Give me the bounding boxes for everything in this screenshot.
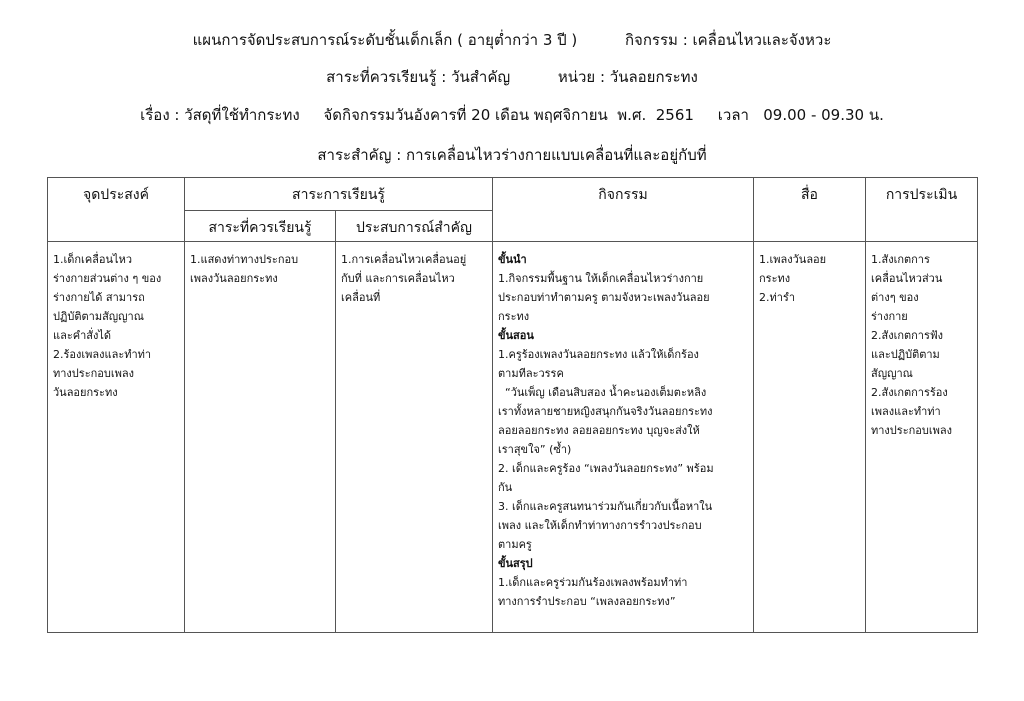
evaluation-cell bbox=[866, 242, 978, 633]
topic-date-line: เรื่อง : วัสดุที่ใช้ทำกระทง จัดกิจกรรมวันอังคารที่ 20 เดือน พฤศจิกายน พ.ศ. 2561 เวลา 09.00 - 09.30 น. bbox=[140, 106, 884, 124]
activity-line: 2. เด็กและครูร้อง “เพลงวันลอยกระทง” พร้อม bbox=[498, 462, 714, 475]
header-media: สื่อ bbox=[754, 178, 866, 242]
plan-title: แผนการจัดประสบการณ์ระดับชั้นเด็กเล็ก ( อายุต่ำกว่า 3 ปี ) กิจกรรม : เคลื่อนไหวและจังหวะ bbox=[192, 31, 832, 49]
header-activity: กิจกรรม bbox=[493, 178, 754, 242]
experience-line: 1.การเคลื่อนไหวเคลื่อนอยู่ bbox=[341, 253, 467, 266]
objective-line: ปฏิบัติตามสัญญาณ bbox=[53, 310, 144, 323]
activity-line: กัน bbox=[498, 481, 513, 494]
song-lyric-line: เราทั้งหลายชายหญิงสนุกกันจริงวันลอยกระทง bbox=[498, 405, 713, 418]
media-line: 2.ท่ารำ bbox=[759, 291, 796, 304]
content-cell bbox=[185, 242, 336, 633]
evaluation-line: 2.สังเกตการร้อง bbox=[871, 386, 948, 399]
media-line: 1.เพลงวันลอย bbox=[759, 253, 827, 266]
objective-line: 1.เด็กเคลื่อนไหว bbox=[53, 253, 133, 266]
key-concept-line: สาระสำคัญ : การเคลื่อนไหวร่างกายแบบเคลื่อนที่และอยู่กับที่ bbox=[317, 146, 707, 164]
subject-unit-line: สาระที่ควรเรียนรู้ : วันสำคัญ หน่วย : วันลอยกระทง bbox=[326, 68, 698, 86]
song-lyric-line: ลอยลอยกระทง ลอยลอยกระทง บุญจะส่งให้ bbox=[498, 424, 700, 437]
activity-step-heading: ขั้นนำ bbox=[498, 253, 527, 266]
evaluation-line: 1.สังเกตการ bbox=[871, 253, 930, 266]
header-evaluation: การประเมิน bbox=[866, 178, 978, 242]
header-experience: ประสบการณ์สำคัญ bbox=[336, 211, 493, 242]
activity-line: กระทง bbox=[498, 310, 530, 323]
activity-line: 3. เด็กและครูสนทนาร่วมกันเกี่ยวกับเนื้อหาใน bbox=[498, 500, 713, 513]
evaluation-line: เคลื่อนไหวส่วน bbox=[871, 272, 943, 285]
activity-line: ประกอบท่าทำตามครู ตามจังหวะเพลงวันลอย bbox=[498, 291, 710, 304]
evaluation-line: 2.สังเกตการฟัง bbox=[871, 329, 944, 342]
evaluation-line: ร่างกาย bbox=[871, 310, 908, 323]
header-learning: สาระการเรียนรู้ bbox=[185, 178, 493, 211]
evaluation-line: เพลงและทำท่า bbox=[871, 405, 941, 418]
content-line: 1.แสดงท่าทางประกอบ bbox=[190, 253, 299, 266]
activity-line: 1.กิจกรรมพื้นฐาน ให้เด็กเคลื่อนไหวร่างกาย bbox=[498, 272, 704, 285]
experience-line: กับที่ และการเคลื่อนไหว bbox=[341, 272, 455, 285]
activity-step-heading: ขั้นสอน bbox=[498, 329, 534, 342]
activity-line: ตามครู bbox=[498, 538, 532, 551]
experience-line: เคลื่อนที่ bbox=[341, 291, 381, 304]
song-lyric-line: “วันเพ็ญ เดือนสิบสอง น้ำคะนองเต็มตะหลิง bbox=[498, 386, 707, 399]
activity-step-heading: ขั้นสรุป bbox=[498, 557, 533, 570]
header-objective: จุดประสงค์ bbox=[48, 178, 185, 242]
objective-cell bbox=[48, 242, 185, 633]
content-line: เพลงวันลอยกระทง bbox=[190, 272, 278, 285]
objective-line: ทางประกอบเพลง bbox=[53, 367, 134, 380]
lesson-plan-table bbox=[47, 177, 978, 633]
media-line: กระทง bbox=[759, 272, 791, 285]
objective-line: ร่างกายส่วนต่าง ๆ ของ bbox=[53, 272, 162, 285]
experience-cell bbox=[336, 242, 493, 633]
activity-line: 1.ครูร้องเพลงวันลอยกระทง แล้วให้เด็กร้อง bbox=[498, 348, 699, 361]
objective-line: และคำสั่งได้ bbox=[53, 329, 112, 342]
activity-cell bbox=[493, 242, 754, 633]
objective-line: วันลอยกระทง bbox=[53, 386, 118, 399]
header-content: สาระที่ควรเรียนรู้ bbox=[185, 211, 336, 242]
evaluation-line: และปฏิบัติตาม bbox=[871, 348, 940, 361]
activity-line: ตามทีละวรรค bbox=[498, 367, 564, 380]
objective-line: ร่างกายได้ สามารถ bbox=[53, 291, 145, 304]
activity-line: ทางการรำประกอบ “เพลงลอยกระทง” bbox=[498, 595, 676, 608]
evaluation-line: ทางประกอบเพลง bbox=[871, 424, 952, 437]
activity-line: 1.เด็กและครูร่วมกันร้องเพลงพร้อมทำท่า bbox=[498, 576, 688, 589]
objective-line: 2.ร้องเพลงและทำท่า bbox=[53, 348, 152, 361]
song-lyric-line: เราสุขใจ” (ซ้ำ) bbox=[498, 443, 572, 456]
evaluation-line: สัญญาณ bbox=[871, 367, 913, 380]
media-cell bbox=[754, 242, 866, 633]
evaluation-line: ต่างๆ ของ bbox=[871, 291, 919, 304]
activity-line: เพลง และให้เด็กทำท่าทางการรำวงประกอบ bbox=[498, 519, 702, 532]
